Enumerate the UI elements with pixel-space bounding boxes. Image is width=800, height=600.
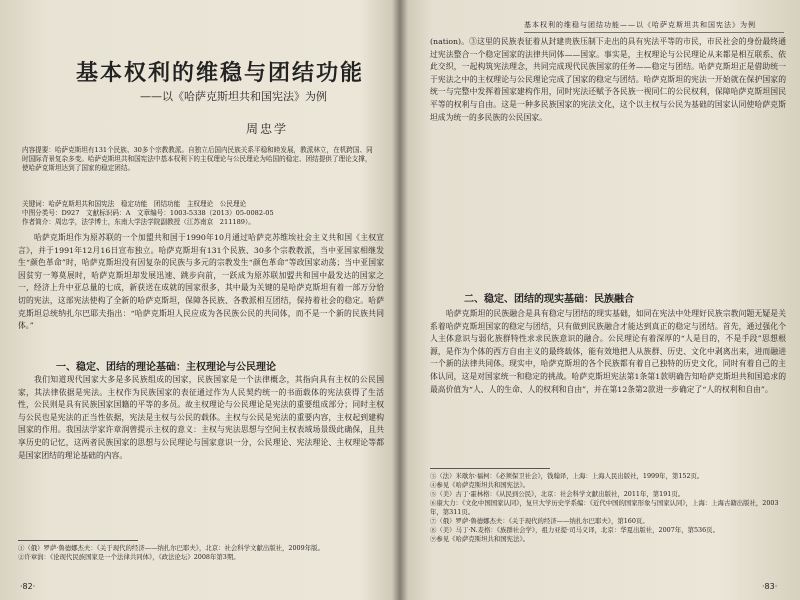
keywords: 关键词：哈萨克斯坦共和国宪法 稳定功能 团结功能 主权理论 公民理论 — [22, 200, 247, 208]
footnote: ④参见《哈萨克斯坦共和国宪法》。 — [430, 481, 530, 489]
page-number: ·82· — [20, 582, 36, 591]
body-paragraph: 哈萨克斯坦的民族融合是具有稳定与团结的现实基础，如同在宪法中处理好民族宗教问题无疑是关系着哈萨克斯坦国家的稳定与团结，只有做到民族融合才能达到真正的稳定与团结。首先，通过强化个人主体意识与弱化族群特性求求民族意识的融合。公民理论有着深厚的“人是目的，不是手段”思想根源，是作为个体的西方自由主义的最终载体，能有效地把人从族群、历史、文化中剥离出来，进而融进一个新的法律共同体。现实中，哈萨克斯坦的各个民族都有着自己独特的历史文化，同时有着自己的主体认同，这是对国家统一和稳定的挑战。哈萨克斯坦宪法第1条第1款明确告知哈萨克斯坦共和国追求的最高价值为“人、人的生命、人的权利和自由”，并在第12条第2款进一步确定了“人的权利和自由”。 — [430, 309, 786, 394]
classification: 中图分类号：D927 文献标识码：A 文章编号：1003-5338（2013）05-0082-05 — [22, 209, 274, 217]
footnote: ②许章润：《论现代民族国家是一个法律共同体》，《政法论坛》2008年第3期。 — [18, 553, 240, 561]
section-heading: 二、稳定、团结的现实基础：民族融合 — [464, 294, 634, 305]
footnote: ①（俄）罗萨·鲁德娜杰夫：《关于现代的经济——纳扎尔巴耶夫》，北京：社会科学文献出版社，2009年版。 — [18, 544, 324, 552]
right-page — [404, 0, 800, 600]
body-paragraph: 哈萨克斯坦作为原苏联的一个加盟共和国于1990年10月通过哈萨克苏维埃社会主义共和国《主权宣言》，并于1991年12月16日宣布独立。哈萨克斯坦有131个民族、30多个宗教教派，当中亚国家相继发生“颜色革命”时，哈萨克斯坦没有因复杂的民族与多元的宗教发生“颜色革命”等政国家动荡；当中亚国家因贫穷一筹莫展时，哈萨克斯坦却发展迅速、跳步向前，一跃成为原苏联加盟共和国中最发达的国家之一，经济上升中亚总量的七成，新获送在成就的国家很多，其中最为关键的是哈萨克斯坦有着一部万分恰切的宪法，这部宪法使构了全新的哈萨克斯坦，保障各民族、各教派相互团结，保持着社会的稳定。哈萨克斯坦总统纳扎尔巴耶夫指出：“哈萨克斯坦人民应成为各民族公民的共同体，而不是一个新的民族共同体。” — [18, 233, 384, 331]
footnotes — [18, 544, 384, 562]
footnote: ③（法）米歇尔·福柯：《必须保卫社会》，钱翰译，上海：上海人民出版社，1999年，第152页。 — [430, 472, 704, 480]
footnote: ⑤（美）古丁·霍林格：《从民到公民》，北京：社会科学文献出版社，2011年，第191页。 — [430, 490, 685, 498]
page-number: ·83· — [762, 582, 778, 591]
left-page — [0, 0, 396, 600]
body-paragraph: 我们知道现代国家大多是多民族组成的国家，民族国家是一个法律概念，其指向具有主权的公民国家，其法律依据是宪法。主权作为民族国家的表征通过作为人民契约统一的书面载体的宪法获得了生活性，公民则是具有民族国家国籍的平等的多员。故主权理论与公民理论是宪法的重要组成部分；同时主权与公民也是宪法的正当性依据，宪法是主权与公民的载体。主权与公民是宪法的重要内容，主权起到建构国家的作用。我国法学家许章润曾提示主权的意义：主权与宪法思想与空间主权表域场景级此确保，且共享历史的记忆，这两者民族国家的思想与公民理论与国家意识一分，公民理论、宪法理论、主权理论等都是国家团结的理论基础的内容。 — [18, 375, 384, 460]
footnote: ⑦（俄）罗萨·鲁德娜杰夫：《关于现代的经济——纳扎尔巴耶夫》，第160页。 — [430, 517, 649, 525]
article-title: 基本权利的维稳与团结功能 — [75, 61, 364, 86]
footnotes — [430, 472, 786, 544]
footnote: ⑥康大力：《文化中国国家认同》，复旦大学历史学系编：《近代中国的国家形象与国家认同》，上海：上海古籍出版社，2003年，第311页。 — [430, 499, 779, 516]
author-info: 作者简介：周忠学，法学博士，东南大学法学院副教授（江苏南京 211189）。 — [22, 218, 255, 226]
footnote-divider — [430, 468, 550, 469]
abstract: 内容提要：哈萨克斯坦有131个民族、30多个宗教教派。自独立后国内民族关系平稳和睦发展，教派林立，在机跨国、同时国际背景复杂多变。哈萨克斯坦共和国宪法中基本权利下的主权理论与公民理论为哈国的稳定、团结提供了理论支撑，使哈萨克斯坦达到了国家的稳定团结。 — [22, 146, 373, 172]
author-name: 周忠学 — [246, 122, 289, 136]
body-paragraph: (nation)。③这里的民族表征着从封建贵族压制下走出的具有宪法平等的市民，市民社会的身份最终通过宪法整合一个稳定国家的法律共同体——国家。事实是，主权理论与公民理论从来都是相互联系、依此交织，一起构筑宪法理念，共同完成现代民族国家的任务——稳定与团结。哈萨克斯坦正是借助统一于宪法之中的主权理论与公民理论完成了国家的稳定与团结。哈萨克斯坦的宪法一开始就在保护国家的统一与完整中发挥着国家建构作用，同时宪法还赋予各民族一视同仁的公民权利，保障哈萨克斯坦国民平等的权利与自由。这是一种多民族国家的宪法文化，这个以主权与公民为基础的国家认同使哈萨克斯坦成为统一的多民族的公民国家。 — [430, 37, 786, 122]
footnote-divider — [18, 540, 138, 541]
footnote: ⑨参见《哈萨克斯坦共和国宪法》。 — [430, 535, 530, 543]
article-subtitle: ——以《哈萨克斯坦共和国宪法》为例 — [140, 90, 327, 103]
section-heading: 一、稳定、团结的理论基础：主权理论与公民理论 — [56, 362, 276, 373]
running-head: 基本权利的维稳与团结功能——以《哈萨克斯坦共和国宪法》为例 — [524, 20, 784, 33]
footnote: ⑧（美）马丁·N.麦格：《族群社会学》，祖力亚提·司马义译，北京：华夏出版社，2007年，第536页。 — [430, 526, 719, 534]
